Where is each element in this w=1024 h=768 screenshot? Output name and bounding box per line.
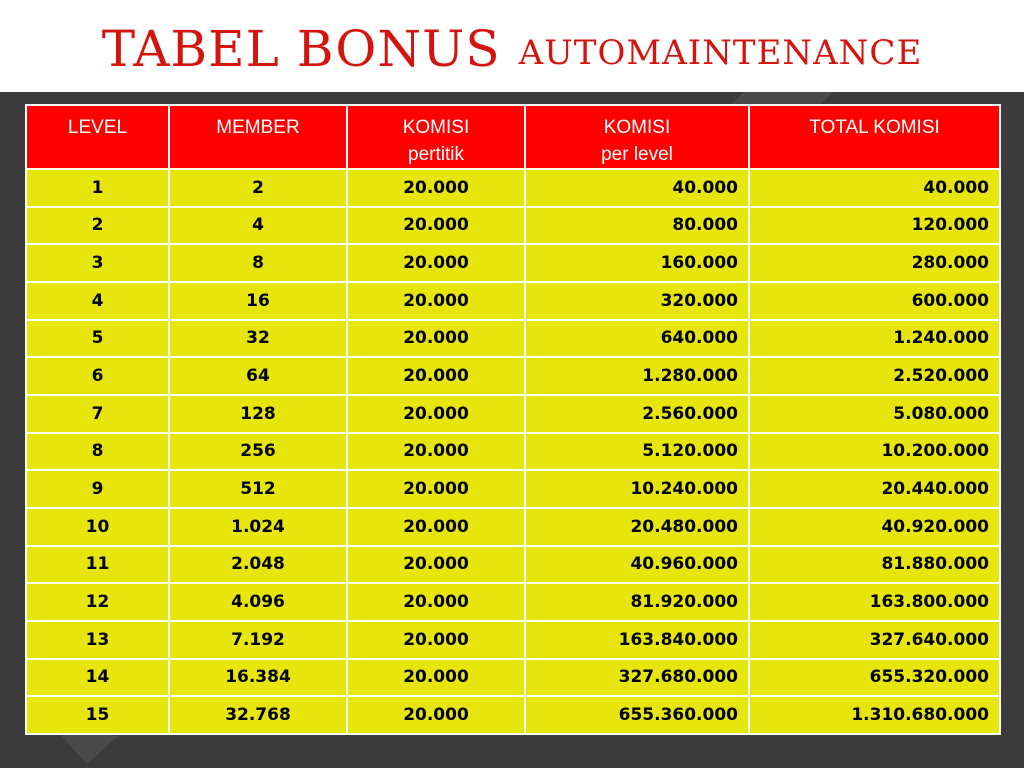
table-row bbox=[26, 169, 1000, 207]
cell-member: 2.048 bbox=[169, 546, 347, 584]
cell-komisi-pertitik: 20.000 bbox=[347, 696, 525, 734]
cell-komisi-per-level: 5.120.000 bbox=[525, 433, 749, 471]
table-row bbox=[26, 357, 1000, 395]
cell-member: 16.384 bbox=[169, 659, 347, 697]
cell-komisi-per-level: 655.360.000 bbox=[525, 696, 749, 734]
cell-total-komisi: 20.440.000 bbox=[749, 470, 1000, 508]
cell-level: 4 bbox=[26, 282, 169, 320]
cell-komisi-pertitik: 20.000 bbox=[347, 169, 525, 207]
cell-komisi-pertitik: 20.000 bbox=[347, 357, 525, 395]
cell-member: 2 bbox=[169, 169, 347, 207]
cell-member: 32 bbox=[169, 320, 347, 358]
page-title bbox=[0, 0, 1024, 92]
cell-level: 2 bbox=[26, 207, 169, 245]
cell-member: 1.024 bbox=[169, 508, 347, 546]
cell-level: 10 bbox=[26, 508, 169, 546]
cell-level: 1 bbox=[26, 169, 169, 207]
cell-komisi-per-level: 40.000 bbox=[525, 169, 749, 207]
cell-komisi-pertitik: 20.000 bbox=[347, 508, 525, 546]
cell-komisi-pertitik: 20.000 bbox=[347, 433, 525, 471]
table-row bbox=[26, 320, 1000, 358]
cell-komisi-per-level: 80.000 bbox=[525, 207, 749, 245]
header-total-komisi bbox=[749, 105, 1000, 169]
cell-level: 3 bbox=[26, 244, 169, 282]
header-level-label: LEVEL bbox=[67, 117, 128, 138]
bonus-table-container bbox=[25, 104, 999, 735]
cell-level: 13 bbox=[26, 621, 169, 659]
cell-komisi-per-level: 81.920.000 bbox=[525, 583, 749, 621]
cell-level: 15 bbox=[26, 696, 169, 734]
cell-level: 12 bbox=[26, 583, 169, 621]
cell-komisi-per-level: 2.560.000 bbox=[525, 395, 749, 433]
cell-total-komisi: 10.200.000 bbox=[749, 433, 1000, 471]
header-komisi-per-level-line2: per level bbox=[601, 144, 673, 165]
cell-komisi-pertitik: 20.000 bbox=[347, 207, 525, 245]
cell-level: 8 bbox=[26, 433, 169, 471]
cell-total-komisi: 40.000 bbox=[749, 169, 1000, 207]
table-header-row bbox=[26, 105, 1000, 169]
cell-member: 8 bbox=[169, 244, 347, 282]
cell-member: 4.096 bbox=[169, 583, 347, 621]
cell-komisi-pertitik: 20.000 bbox=[347, 583, 525, 621]
header-komisi-pertitik bbox=[347, 105, 525, 169]
cell-komisi-per-level: 20.480.000 bbox=[525, 508, 749, 546]
cell-komisi-pertitik: 20.000 bbox=[347, 282, 525, 320]
header-komisi-pertitik-line1: KOMISI bbox=[402, 117, 470, 138]
cell-level: 5 bbox=[26, 320, 169, 358]
cell-level: 6 bbox=[26, 357, 169, 395]
cell-komisi-per-level: 640.000 bbox=[525, 320, 749, 358]
cell-komisi-per-level: 160.000 bbox=[525, 244, 749, 282]
table-row bbox=[26, 395, 1000, 433]
table-row bbox=[26, 470, 1000, 508]
cell-total-komisi: 5.080.000 bbox=[749, 395, 1000, 433]
cell-member: 128 bbox=[169, 395, 347, 433]
cell-komisi-per-level: 327.680.000 bbox=[525, 659, 749, 697]
cell-komisi-pertitik: 20.000 bbox=[347, 621, 525, 659]
bonus-table bbox=[25, 104, 1001, 735]
cell-komisi-per-level: 10.240.000 bbox=[525, 470, 749, 508]
cell-total-komisi: 1.240.000 bbox=[749, 320, 1000, 358]
cell-total-komisi: 120.000 bbox=[749, 207, 1000, 245]
table-row bbox=[26, 696, 1000, 734]
cell-level: 11 bbox=[26, 546, 169, 584]
cell-komisi-per-level: 40.960.000 bbox=[525, 546, 749, 584]
cell-total-komisi: 280.000 bbox=[749, 244, 1000, 282]
cell-total-komisi: 655.320.000 bbox=[749, 659, 1000, 697]
table-row bbox=[26, 282, 1000, 320]
cell-member: 16 bbox=[169, 282, 347, 320]
cell-member: 32.768 bbox=[169, 696, 347, 734]
cell-komisi-per-level: 163.840.000 bbox=[525, 621, 749, 659]
cell-total-komisi: 2.520.000 bbox=[749, 357, 1000, 395]
cell-komisi-per-level: 320.000 bbox=[525, 282, 749, 320]
cell-total-komisi: 327.640.000 bbox=[749, 621, 1000, 659]
cell-komisi-pertitik: 20.000 bbox=[347, 395, 525, 433]
table-row bbox=[26, 207, 1000, 245]
header-komisi-per-level-line1: KOMISI bbox=[603, 117, 671, 138]
cell-total-komisi: 1.310.680.000 bbox=[749, 696, 1000, 734]
cell-level: 7 bbox=[26, 395, 169, 433]
table-row bbox=[26, 546, 1000, 584]
table-row bbox=[26, 508, 1000, 546]
cell-member: 4 bbox=[169, 207, 347, 245]
page-title-main: TABEL BONUS bbox=[101, 20, 501, 78]
cell-total-komisi: 600.000 bbox=[749, 282, 1000, 320]
cell-member: 7.192 bbox=[169, 621, 347, 659]
cell-level: 14 bbox=[26, 659, 169, 697]
cell-member: 512 bbox=[169, 470, 347, 508]
header-total-komisi-label: TOTAL KOMISI bbox=[809, 117, 940, 138]
cell-komisi-pertitik: 20.000 bbox=[347, 470, 525, 508]
cell-member: 64 bbox=[169, 357, 347, 395]
cell-komisi-pertitik: 20.000 bbox=[347, 320, 525, 358]
table-row bbox=[26, 244, 1000, 282]
header-member-label: MEMBER bbox=[216, 117, 300, 138]
cell-total-komisi: 163.800.000 bbox=[749, 583, 1000, 621]
table-row bbox=[26, 659, 1000, 697]
cell-total-komisi: 40.920.000 bbox=[749, 508, 1000, 546]
header-komisi-per-level bbox=[525, 105, 749, 169]
cell-level: 9 bbox=[26, 470, 169, 508]
page-title-sub: AUTOMAINTENANCE bbox=[518, 33, 923, 73]
cell-total-komisi: 81.880.000 bbox=[749, 546, 1000, 584]
cell-komisi-per-level: 1.280.000 bbox=[525, 357, 749, 395]
cell-komisi-pertitik: 20.000 bbox=[347, 659, 525, 697]
header-komisi-pertitik-line2: pertitik bbox=[408, 144, 464, 165]
cell-komisi-pertitik: 20.000 bbox=[347, 546, 525, 584]
header-level bbox=[26, 105, 169, 169]
table-row bbox=[26, 433, 1000, 471]
header-member bbox=[169, 105, 347, 169]
table-row bbox=[26, 621, 1000, 659]
cell-komisi-pertitik: 20.000 bbox=[347, 244, 525, 282]
table-row bbox=[26, 583, 1000, 621]
cell-member: 256 bbox=[169, 433, 347, 471]
table-body bbox=[26, 169, 1000, 734]
